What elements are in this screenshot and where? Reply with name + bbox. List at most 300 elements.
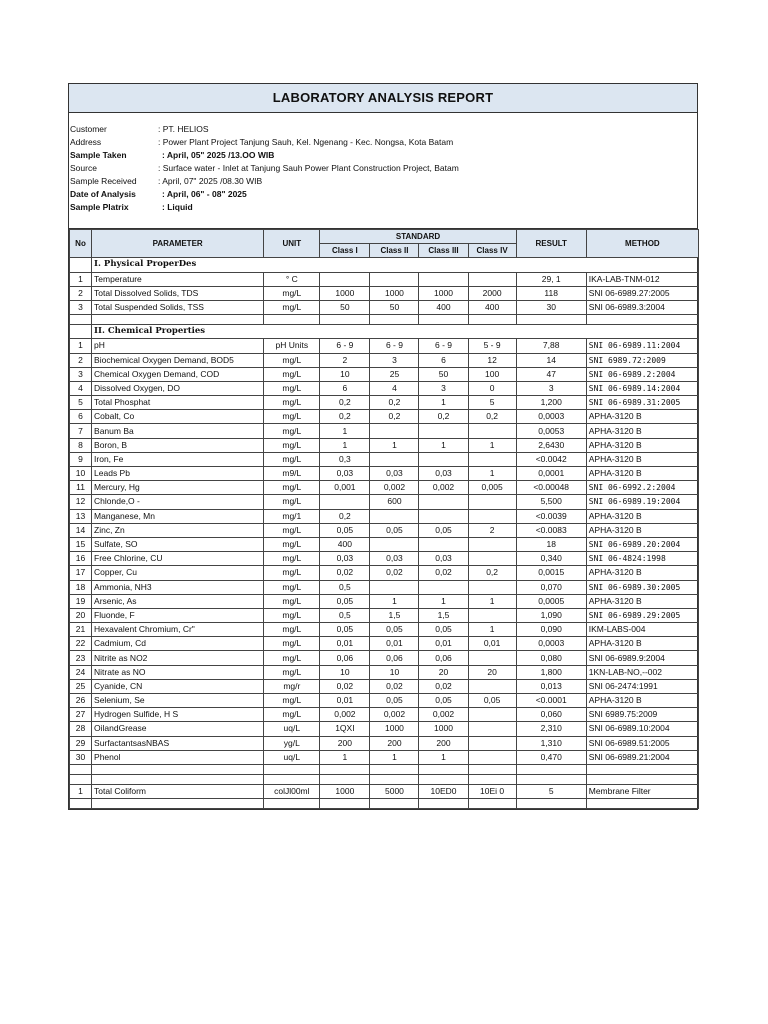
row-number: 25 — [70, 679, 92, 693]
table-row — [70, 452, 699, 466]
row-class-1: 0,05 — [320, 594, 370, 608]
row-class-3: 0,02 — [419, 679, 468, 693]
row-class-3 — [419, 495, 468, 509]
row-class-1: 50 — [320, 300, 370, 314]
row-class-2: 0,01 — [370, 637, 419, 651]
row-result: 118 — [516, 286, 586, 300]
row-class-3: 1 — [419, 594, 468, 608]
row-number: 22 — [70, 637, 92, 651]
row-parameter: Cadmium, Cd — [92, 637, 264, 651]
row-class-2 — [370, 272, 419, 286]
section-row — [70, 325, 699, 339]
row-parameter: Zinc, Zn — [92, 523, 264, 537]
row-result: 14 — [516, 353, 586, 367]
table-row — [70, 339, 699, 353]
row-method: APHA-3120 B — [586, 694, 698, 708]
address-row — [70, 136, 453, 148]
row-class-1: 0,05 — [320, 623, 370, 637]
row-class-4: 0,05 — [468, 694, 516, 708]
table-row — [70, 396, 699, 410]
row-class-2: 50 — [370, 300, 419, 314]
row-class-3: 50 — [419, 367, 468, 381]
row-class-2: 0,05 — [370, 694, 419, 708]
table-row — [70, 694, 699, 708]
row-class-2: 1000 — [370, 722, 419, 736]
row-method: APHA-3120 B — [586, 566, 698, 580]
row-class-3: 1,5 — [419, 608, 468, 622]
row-unit: mg/L — [264, 694, 320, 708]
row-class-1: 6 - 9 — [320, 339, 370, 353]
row-unit: mg/L — [264, 424, 320, 438]
col-parameter: PARAMETER — [92, 230, 264, 258]
row-number: 1 — [70, 339, 92, 353]
row-method: 1KN-LAB-NO,--002 — [586, 665, 698, 679]
row-method: SNI 06-6989.29:2005 — [586, 608, 698, 622]
row-class-3: 10ED0 — [419, 784, 468, 798]
row-class-1: 1 — [320, 424, 370, 438]
row-unit: uq/L — [264, 750, 320, 764]
row-class-3: 1 — [419, 396, 468, 410]
row-unit: mg/L — [264, 481, 320, 495]
row-class-1: 0,03 — [320, 467, 370, 481]
row-class-2: 1 — [370, 438, 419, 452]
row-class-3 — [419, 452, 468, 466]
row-unit: mg/L — [264, 566, 320, 580]
row-class-2 — [370, 509, 419, 523]
row-class-2: 1 — [370, 594, 419, 608]
row-class-3: 3 — [419, 381, 468, 395]
table-row — [70, 566, 699, 580]
table-row — [70, 381, 699, 395]
table-row — [70, 736, 699, 750]
table-row — [70, 537, 699, 551]
sample-platrix-label: Sample Platrix — [70, 202, 129, 212]
row-number: 6 — [70, 410, 92, 424]
table-row — [70, 665, 699, 679]
row-class-1: 0,02 — [320, 566, 370, 580]
date-analysis-label: Date of Analysis — [70, 189, 136, 199]
row-parameter: Arsenic, As — [92, 594, 264, 608]
row-class-1: 1 — [320, 438, 370, 452]
table-row — [70, 552, 699, 566]
row-parameter: Biochemical Oxygen Demand, BOD5 — [92, 353, 264, 367]
row-class-2: 3 — [370, 353, 419, 367]
row-method: SNI 06-6989.30:2005 — [586, 580, 698, 594]
row-parameter: Leads Pb — [92, 467, 264, 481]
row-unit: mg/L — [264, 452, 320, 466]
row-class-1: 10 — [320, 665, 370, 679]
row-parameter: SurfactantsasNBAS — [92, 736, 264, 750]
row-class-3: 1 — [419, 438, 468, 452]
row-result: 0,0005 — [516, 594, 586, 608]
row-method: SNI 06-2474:1991 — [586, 679, 698, 693]
row-number: 1 — [70, 272, 92, 286]
row-class-1: 400 — [320, 537, 370, 551]
row-result: 2,310 — [516, 722, 586, 736]
row-unit: mg/1 — [264, 509, 320, 523]
row-method: SNI 06-6989.51:2005 — [586, 736, 698, 750]
row-parameter: Total Suspended Solids, TSS — [92, 300, 264, 314]
row-number: 18 — [70, 580, 92, 594]
row-parameter: Sulfate, SO — [92, 537, 264, 551]
address-value: : Power Plant Project Tanjung Sauh, Kel. Ngenang - Kec. Nongsa, Kota Batam — [158, 137, 454, 147]
row-result: <0.0042 — [516, 452, 586, 466]
row-class-2: 200 — [370, 736, 419, 750]
table-row — [70, 481, 699, 495]
row-number: 20 — [70, 608, 92, 622]
row-class-4: 5 - 9 — [468, 339, 516, 353]
row-parameter: Hydrogen Sulfide, H S — [92, 708, 264, 722]
row-class-2: 10 — [370, 665, 419, 679]
row-class-3: 0,2 — [419, 410, 468, 424]
row-class-1: 200 — [320, 736, 370, 750]
row-class-1: 0,06 — [320, 651, 370, 665]
table-row — [70, 367, 699, 381]
row-number: 15 — [70, 537, 92, 551]
row-method: SNI 06-6989.21:2004 — [586, 750, 698, 764]
row-parameter: Phenol — [92, 750, 264, 764]
row-number: 11 — [70, 481, 92, 495]
row-class-4 — [468, 750, 516, 764]
row-method: APHA-3120 B — [586, 410, 698, 424]
row-method: SNI 6989.72:2009 — [586, 353, 698, 367]
table-row — [70, 679, 699, 693]
row-class-1: 0,3 — [320, 452, 370, 466]
row-unit: mg/L — [264, 300, 320, 314]
date-analysis-row — [70, 188, 247, 200]
col-class-3: Class III — [419, 244, 468, 258]
row-result: 0,340 — [516, 552, 586, 566]
table-row — [70, 784, 699, 798]
table-row — [70, 637, 699, 651]
row-method: APHA-3120 B — [586, 452, 698, 466]
row-result: 0,0015 — [516, 566, 586, 580]
row-result: 0,0003 — [516, 637, 586, 651]
row-class-3: 6 — [419, 353, 468, 367]
row-result: <0.0001 — [516, 694, 586, 708]
row-result: 0,470 — [516, 750, 586, 764]
row-class-4: 1 — [468, 623, 516, 637]
table-row — [70, 651, 699, 665]
row-parameter: Temperature — [92, 272, 264, 286]
row-result: 3 — [516, 381, 586, 395]
row-number: 16 — [70, 552, 92, 566]
row-method: APHA-3120 B — [586, 637, 698, 651]
row-number: 2 — [70, 286, 92, 300]
row-class-1: 0,2 — [320, 396, 370, 410]
row-method: APHA-3120 B — [586, 467, 698, 481]
row-class-3: 0,05 — [419, 694, 468, 708]
row-parameter: Mercury, Hg — [92, 481, 264, 495]
row-class-1: 0,001 — [320, 481, 370, 495]
row-class-2 — [370, 452, 419, 466]
row-class-1: 0,5 — [320, 608, 370, 622]
row-number: 28 — [70, 722, 92, 736]
row-class-4: 10Ei 0 — [468, 784, 516, 798]
row-parameter: Total Phosphat — [92, 396, 264, 410]
row-class-3: 1000 — [419, 286, 468, 300]
row-class-3 — [419, 272, 468, 286]
sample-platrix-value: : Liquid — [162, 202, 193, 212]
row-class-1: 1QXI — [320, 722, 370, 736]
row-class-1: 1000 — [320, 286, 370, 300]
row-class-1 — [320, 272, 370, 286]
row-unit: colJl00ml — [264, 784, 320, 798]
row-class-3 — [419, 424, 468, 438]
row-result: 29, 1 — [516, 272, 586, 286]
row-result: 1,310 — [516, 736, 586, 750]
row-unit: mg/L — [264, 665, 320, 679]
row-class-3: 1 — [419, 750, 468, 764]
row-class-2: 0,03 — [370, 552, 419, 566]
row-class-3: 200 — [419, 736, 468, 750]
row-parameter: Copper, Cu — [92, 566, 264, 580]
row-class-3: 0,06 — [419, 651, 468, 665]
row-number: 21 — [70, 623, 92, 637]
table-row — [70, 722, 699, 736]
row-parameter: Iron, Fe — [92, 452, 264, 466]
row-parameter: Free Chlorine, CU — [92, 552, 264, 566]
row-class-4 — [468, 272, 516, 286]
row-class-4 — [468, 736, 516, 750]
row-result: 1,800 — [516, 665, 586, 679]
row-number: 27 — [70, 708, 92, 722]
row-method: SNI 06-6989.19:2004 — [586, 495, 698, 509]
row-class-4 — [468, 722, 516, 736]
table-row — [70, 623, 699, 637]
row-unit: mg/L — [264, 396, 320, 410]
row-class-3 — [419, 509, 468, 523]
row-class-4: 1 — [468, 438, 516, 452]
table-row — [70, 750, 699, 764]
row-unit: uq/L — [264, 722, 320, 736]
row-class-4 — [468, 495, 516, 509]
row-class-1: 1 — [320, 750, 370, 764]
row-number: 4 — [70, 381, 92, 395]
row-class-4: 400 — [468, 300, 516, 314]
table-row — [70, 708, 699, 722]
row-class-4: 0,01 — [468, 637, 516, 651]
row-number: 30 — [70, 750, 92, 764]
report-sheet — [68, 83, 698, 810]
row-class-4: 0,2 — [468, 410, 516, 424]
row-class-4: 0 — [468, 381, 516, 395]
row-number: 23 — [70, 651, 92, 665]
table-row — [70, 300, 699, 314]
row-method: APHA-3120 B — [586, 523, 698, 537]
row-parameter: Nitrate as NO — [92, 665, 264, 679]
col-result: RESULT — [516, 230, 586, 258]
row-class-4: 0,005 — [468, 481, 516, 495]
row-number: 13 — [70, 509, 92, 523]
blank-row — [70, 774, 699, 784]
row-method: SNI 06-6989.3:2004 — [586, 300, 698, 314]
table-row — [70, 286, 699, 300]
sample-received-row — [70, 175, 262, 187]
row-result: 5 — [516, 784, 586, 798]
row-unit: mg/L — [264, 367, 320, 381]
row-result: 0,0001 — [516, 467, 586, 481]
row-result: 0,080 — [516, 651, 586, 665]
sample-taken-label: Sample Taken — [70, 150, 127, 160]
sample-received-value: : April, 07" 2025 /08.30 WIB — [158, 176, 263, 186]
row-result: 0,060 — [516, 708, 586, 722]
row-class-1: 10 — [320, 367, 370, 381]
row-class-3: 0,002 — [419, 708, 468, 722]
row-class-3: 0,05 — [419, 523, 468, 537]
row-class-2: 0,2 — [370, 396, 419, 410]
row-class-4: 1 — [468, 594, 516, 608]
table-row — [70, 580, 699, 594]
row-class-1: 0,5 — [320, 580, 370, 594]
row-class-3: 0,03 — [419, 467, 468, 481]
row-unit: mg/L — [264, 537, 320, 551]
table-row — [70, 424, 699, 438]
row-class-1: 1000 — [320, 784, 370, 798]
row-parameter: Total Coliform — [92, 784, 264, 798]
row-unit: mg/L — [264, 438, 320, 452]
row-number: 10 — [70, 467, 92, 481]
col-standard: STANDARD — [320, 230, 516, 244]
row-class-1: 0,02 — [320, 679, 370, 693]
blank-row — [70, 799, 699, 809]
row-class-4 — [468, 651, 516, 665]
row-method: SNI 06-6992.2:2004 — [586, 481, 698, 495]
row-class-3 — [419, 580, 468, 594]
row-method: APHA-3120 B — [586, 438, 698, 452]
row-number: 19 — [70, 594, 92, 608]
row-result: 7,88 — [516, 339, 586, 353]
row-class-1: 0,05 — [320, 523, 370, 537]
row-parameter: OilandGrease — [92, 722, 264, 736]
row-unit: ° C — [264, 272, 320, 286]
row-class-1 — [320, 495, 370, 509]
row-result: 0,013 — [516, 679, 586, 693]
row-class-2 — [370, 537, 419, 551]
row-result: 0,0053 — [516, 424, 586, 438]
table-row — [70, 495, 699, 509]
row-class-2 — [370, 424, 419, 438]
row-unit: mg/L — [264, 495, 320, 509]
col-no: No — [70, 230, 92, 258]
row-parameter: Nitrite as NO2 — [92, 651, 264, 665]
row-class-2: 1 — [370, 750, 419, 764]
row-result: 0,0003 — [516, 410, 586, 424]
row-unit: mg/L — [264, 637, 320, 651]
table-row — [70, 467, 699, 481]
row-unit: mg/L — [264, 651, 320, 665]
row-class-1: 0,002 — [320, 708, 370, 722]
blank-row — [70, 315, 699, 325]
row-class-3: 1000 — [419, 722, 468, 736]
row-unit: mg/L — [264, 580, 320, 594]
row-class-4: 5 — [468, 396, 516, 410]
row-class-4: 0,2 — [468, 566, 516, 580]
row-method: SNI 06-6989.9:2004 — [586, 651, 698, 665]
row-parameter: Boron, B — [92, 438, 264, 452]
row-number: 8 — [70, 438, 92, 452]
row-result: <0.0083 — [516, 523, 586, 537]
row-unit: mg/L — [264, 594, 320, 608]
row-parameter: pH — [92, 339, 264, 353]
row-parameter: Selenium, Se — [92, 694, 264, 708]
row-unit: mg/L — [264, 353, 320, 367]
sample-taken-value: : April, 05" 2025 /13.OO WIB — [162, 150, 275, 160]
row-class-1: 0,2 — [320, 509, 370, 523]
col-class-2: Class II — [370, 244, 419, 258]
row-class-2: 600 — [370, 495, 419, 509]
row-class-4 — [468, 708, 516, 722]
row-unit: mg/L — [264, 286, 320, 300]
row-class-2: 0,06 — [370, 651, 419, 665]
row-class-1: 0,01 — [320, 694, 370, 708]
sample-received-label: Sample Received — [70, 176, 137, 186]
col-method: METHOD — [586, 230, 698, 258]
row-class-4: 2000 — [468, 286, 516, 300]
table-row — [70, 353, 699, 367]
col-class-4: Class IV — [468, 244, 516, 258]
row-class-4 — [468, 509, 516, 523]
row-result: 2,6430 — [516, 438, 586, 452]
sample-platrix-row — [70, 201, 193, 213]
row-result: 0,090 — [516, 623, 586, 637]
row-class-1: 6 — [320, 381, 370, 395]
row-number: 3 — [70, 300, 92, 314]
row-class-2: 0,002 — [370, 481, 419, 495]
row-class-2: 1000 — [370, 286, 419, 300]
row-unit: mg/L — [264, 552, 320, 566]
customer-row — [70, 123, 209, 135]
row-class-4: 20 — [468, 665, 516, 679]
row-number: 14 — [70, 523, 92, 537]
row-parameter: Cyanide, CN — [92, 679, 264, 693]
row-class-2: 25 — [370, 367, 419, 381]
row-method: IKM-LABS-004 — [586, 623, 698, 637]
row-parameter: Banum Ba — [92, 424, 264, 438]
row-class-3: 0,02 — [419, 566, 468, 580]
row-class-2: 0,05 — [370, 623, 419, 637]
sample-taken-row — [70, 149, 274, 161]
row-number: 2 — [70, 353, 92, 367]
row-method: SNI 06-4824:1998 — [586, 552, 698, 566]
row-method: SNI 6989.75:2009 — [586, 708, 698, 722]
source-label: Source — [70, 163, 97, 173]
row-parameter: Cobalt, Co — [92, 410, 264, 424]
row-unit: mg/L — [264, 708, 320, 722]
row-parameter: Dissolved Oxygen, DO — [92, 381, 264, 395]
table-row — [70, 438, 699, 452]
row-number: 24 — [70, 665, 92, 679]
row-class-4 — [468, 424, 516, 438]
row-number: 1 — [70, 784, 92, 798]
source-value: : Surface water - Inlet at Tanjung Sauh Power Plant Construction Project, Batam — [158, 163, 459, 173]
row-number: 7 — [70, 424, 92, 438]
row-class-4 — [468, 580, 516, 594]
row-class-3 — [419, 537, 468, 551]
row-number: 17 — [70, 566, 92, 580]
row-class-2: 0,002 — [370, 708, 419, 722]
row-result: 18 — [516, 537, 586, 551]
row-number: 29 — [70, 736, 92, 750]
row-result: 30 — [516, 300, 586, 314]
row-class-1: 0,2 — [320, 410, 370, 424]
row-method: APHA-3120 B — [586, 424, 698, 438]
section-row — [70, 258, 699, 272]
row-class-2: 1,5 — [370, 608, 419, 622]
row-number: 26 — [70, 694, 92, 708]
table-row — [70, 608, 699, 622]
row-class-2: 6 - 9 — [370, 339, 419, 353]
